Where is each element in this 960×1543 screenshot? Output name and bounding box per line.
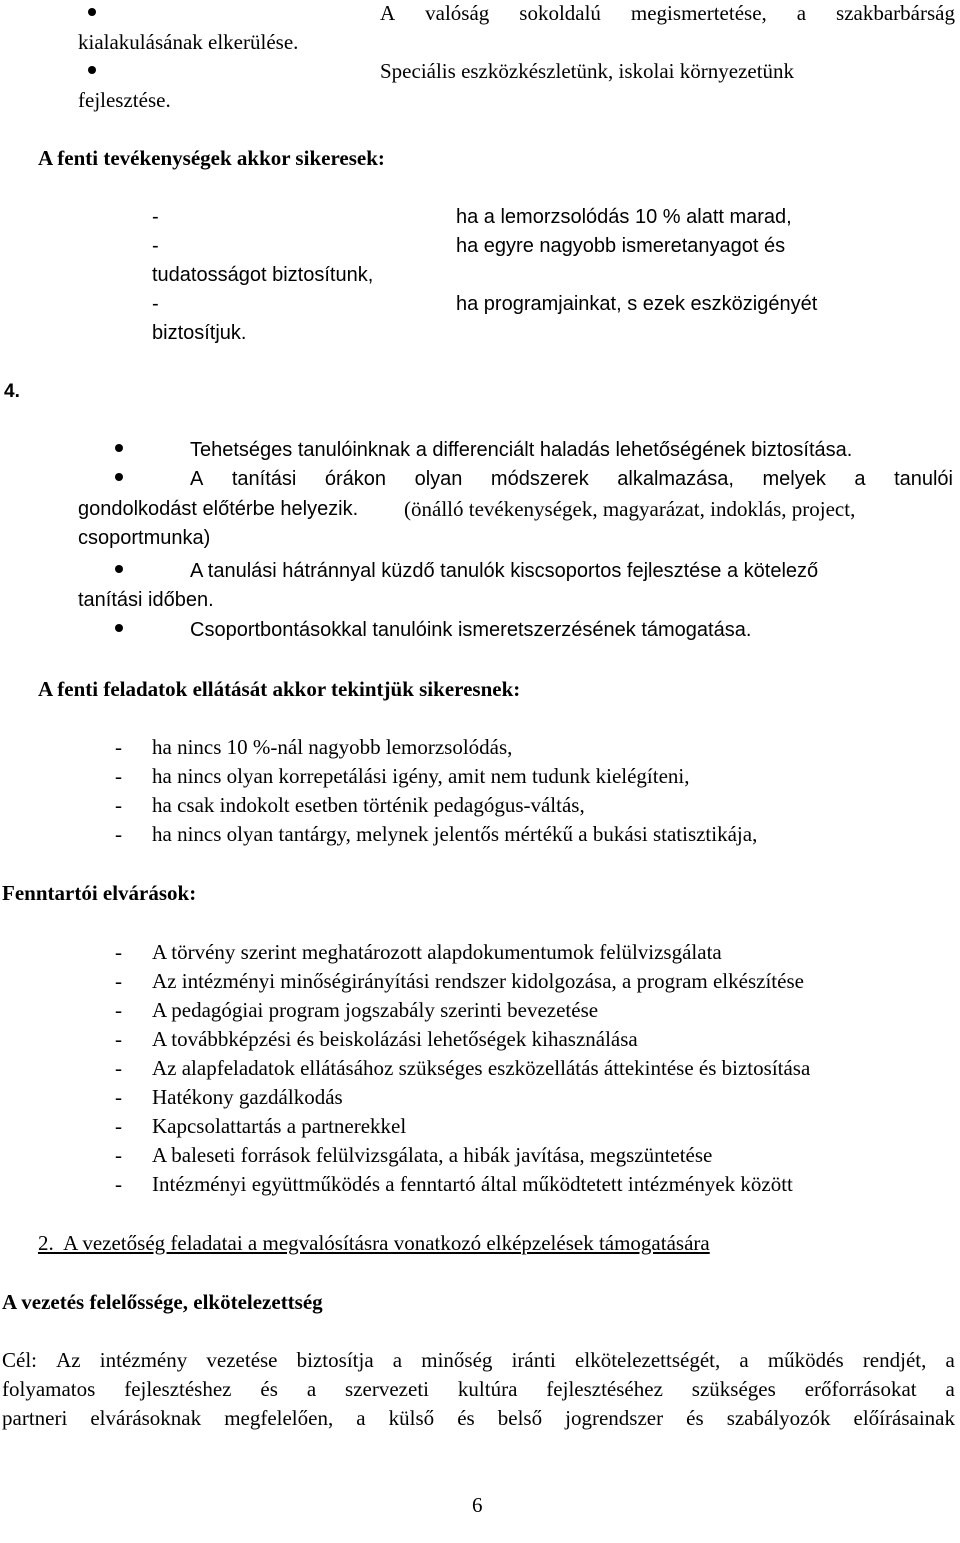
paragraph-line: partneri elvárásoknak megfelelően, a külső és belső jogrendszer és szabályozók előírásainak <box>2 1406 955 1430</box>
bullet-icon <box>115 565 123 573</box>
bullet-icon <box>88 8 96 16</box>
list-item: A pedagógiai program jogszabály szerinti bevezetése <box>152 998 599 1022</box>
list-item: ha programjainkat, s ezek eszközigényét <box>456 293 818 315</box>
list-item: Hatékony gazdálkodás <box>152 1085 343 1109</box>
bullet-text: Tehetséges tanulóinknak a differenciált haladás lehetőségének biztosítása. <box>190 439 853 461</box>
bullet-icon <box>115 473 123 481</box>
section-heading: A vezetés felelőssége, elkötelezettség <box>2 1290 323 1314</box>
list-item: Az intézményi minőségirányítási rendszer kidolgozása, a program elkészítése <box>152 969 804 993</box>
list-dash: - <box>152 293 159 315</box>
bullet-continuation: tanítási időben. <box>78 589 214 611</box>
paragraph-line: folyamatos fejlesztéshez és a szervezeti kultúra fejlesztéséhez szükséges erőforrásokat a <box>2 1377 955 1401</box>
list-item: Intézményi együttműködés a fenntartó által működtetett intézmények között <box>152 1172 793 1196</box>
bullet-line: A valóság sokoldalú megismertetése, a szakbarbárság <box>380 1 955 25</box>
list-item: ha egyre nagyobb ismeretanyagot és <box>456 235 786 257</box>
bullet-icon <box>115 624 123 632</box>
list-item: Az alapfeladatok ellátásához szükséges eszközellátás áttekintése és biztosítása <box>152 1056 811 1080</box>
section-heading: Fenntartói elvárások: <box>2 881 197 905</box>
list-dash: - <box>115 969 122 993</box>
list-dash: - <box>115 1085 122 1109</box>
list-dash: - <box>115 1056 122 1080</box>
bullet-continuation: (önálló tevékenységek, magyarázat, indoklás, project, <box>404 497 856 521</box>
bullet-line: A tanítási órákon olyan módszerek alkalmazása, melyek a tanulói <box>190 468 953 490</box>
bullet-text: A tanulási hátránnyal küzdő tanulók kiscsoportos fejlesztése a kötelező <box>190 560 819 582</box>
list-item-continuation: tudatosságot biztosítunk, <box>152 264 374 286</box>
list-item: ha nincs olyan tantárgy, melynek jelentős mértékű a bukási statisztikája, <box>152 822 758 846</box>
list-dash: - <box>115 940 122 964</box>
list-dash: - <box>115 1114 122 1138</box>
list-dash: - <box>152 235 159 257</box>
list-item: A törvény szerint meghatározott alapdokumentumok felülvizsgálata <box>152 940 722 964</box>
list-item: ha csak indokolt esetben történik pedagógus-váltás, <box>152 793 585 817</box>
list-item-continuation: biztosítjuk. <box>152 322 247 344</box>
bullet-continuation: kialakulásának elkerülése. <box>78 30 299 54</box>
section-number: 4. <box>4 381 20 402</box>
bullet-icon <box>115 444 123 452</box>
bullet-continuation: gondolkodást előtérbe helyezik. <box>78 498 359 520</box>
list-dash: - <box>115 1172 122 1196</box>
bullet-continuation: csoportmunka) <box>78 527 211 549</box>
list-item: ha nincs 10 %-nál nagyobb lemorzsolódás, <box>152 735 513 759</box>
section-heading: A fenti tevékenységek akkor sikeresek: <box>38 146 385 170</box>
list-item: A baleseti források felülvizsgálata, a hibák javítása, megszüntetése <box>152 1143 713 1167</box>
page-number: 6 <box>472 1493 483 1517</box>
section-title: 2. A vezetőség feladatai a megvalósításra vonatkozó elképzelések támogatására <box>38 1231 710 1255</box>
list-dash: - <box>115 764 122 788</box>
bullet-text: Speciális eszközkészletünk, iskolai környezetünk <box>380 59 795 83</box>
list-dash: - <box>115 998 122 1022</box>
bullet-text: Csoportbontásokkal tanulóink ismeretszerzésének támogatása. <box>190 619 752 641</box>
list-dash: - <box>152 206 159 228</box>
list-dash: - <box>115 735 122 759</box>
list-item: ha nincs olyan korrepetálási igény, amit nem tudunk kielégíteni, <box>152 764 690 788</box>
list-dash: - <box>115 1027 122 1051</box>
bullet-continuation: fejlesztése. <box>78 88 171 112</box>
list-item: A továbbképzési és beiskolázási lehetőségek kihasználása <box>152 1027 638 1051</box>
section-heading: A fenti feladatok ellátását akkor tekintjük sikeresnek: <box>38 677 521 701</box>
list-item: ha a lemorzsolódás 10 % alatt marad, <box>456 206 792 228</box>
list-item: Kapcsolattartás a partnerekkel <box>152 1114 407 1138</box>
bullet-icon <box>88 66 96 74</box>
list-dash: - <box>115 1143 122 1167</box>
list-dash: - <box>115 822 122 846</box>
list-dash: - <box>115 793 122 817</box>
paragraph-line: Cél: Az intézmény vezetése biztosítja a minőség iránti elkötelezettségét, a működés rendjét, a <box>2 1348 955 1372</box>
